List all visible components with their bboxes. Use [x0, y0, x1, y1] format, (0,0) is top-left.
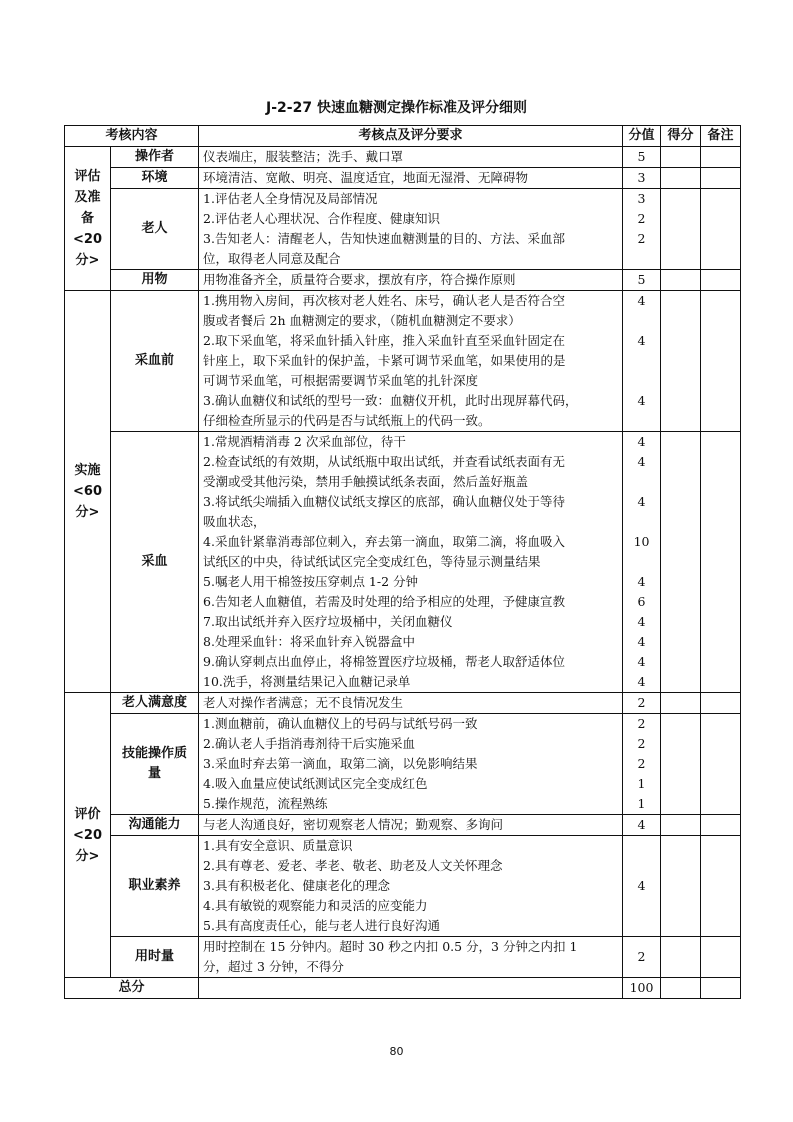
total-requirements-cell [199, 978, 623, 999]
points-cell [661, 978, 701, 999]
score-value: 4 4 4 [623, 291, 661, 432]
requirement-text: 用时控制在 15 分钟内。超时 30 秒之内扣 0.5 分，3 分钟之内扣 1 分，超过 3 分钟，不得分 [199, 937, 623, 978]
item-name: 老人满意度 [111, 693, 199, 714]
requirement-text: 1.评估老人全身情况及局部情况 2.评估老人心理状况、合作程度、健康知识 3.告知老人：清醒老人，告知快速血糖测量的目的、方法、采血部 位，取得老人同意及配合 [199, 189, 623, 270]
page-number: 80 [389, 1045, 404, 1058]
requirement-text: 环境清洁、宽敞、明亮、温度适宜，地面无湿滑、无障碍物 [199, 168, 623, 189]
item-name: 职业素养 [111, 836, 199, 937]
score-value: 4 [623, 836, 661, 937]
notes-cell [701, 189, 741, 270]
score-value: 2 [623, 937, 661, 978]
points-cell [661, 189, 701, 270]
score-value: 2 [623, 693, 661, 714]
item-name: 操作者 [111, 147, 199, 168]
scoring-table [64, 125, 741, 999]
item-name: 技能操作质 量 [111, 714, 199, 815]
header-row [65, 126, 741, 147]
item-name: 采血 [111, 432, 199, 693]
notes-cell [701, 291, 741, 432]
notes-cell [701, 693, 741, 714]
row-time-used [65, 937, 741, 978]
points-cell [661, 432, 701, 693]
item-name: 环境 [111, 168, 199, 189]
row-pre-sampling [65, 291, 741, 432]
header-points: 得分 [661, 126, 701, 147]
row-total [65, 978, 741, 999]
item-name: 用物 [111, 270, 199, 291]
row-professionalism [65, 836, 741, 937]
category-evaluation: 评价 <20 分> [65, 693, 111, 978]
page-title: J-2-27 快速血糖测定操作标准及评分细则 [266, 100, 527, 116]
points-cell [661, 147, 701, 168]
notes-cell [701, 815, 741, 836]
requirement-text: 用物准备齐全，质量符合要求，摆放有序，符合操作原则 [199, 270, 623, 291]
notes-cell [701, 168, 741, 189]
notes-cell [701, 978, 741, 999]
requirement-text: 与老人沟通良好，密切观察老人情况；勤观察、多询问 [199, 815, 623, 836]
requirement-text: 仪表端庄，服装整洁；洗手、戴口罩 [199, 147, 623, 168]
item-name: 沟通能力 [111, 815, 199, 836]
requirement-text: 1.具有安全意识、质量意识 2.具有尊老、爱老、孝老、敬老、助老及人文关怀理念 3.具有积极老化、健康老化的理念 4.具有敏锐的观察能力和灵活的应变能力 5.具有高度责任心，能与老人进行良好沟通 [199, 836, 623, 937]
score-value: 5 [623, 147, 661, 168]
score-value: 4 4 4 10 4 6 4 4 4 4 [623, 432, 661, 693]
row-supplies [65, 270, 741, 291]
header-content: 考核内容 [65, 126, 199, 147]
total-score: 100 [623, 978, 661, 999]
notes-cell [701, 714, 741, 815]
notes-cell [701, 836, 741, 937]
points-cell [661, 168, 701, 189]
category-implementation: 实施 <60 分> [65, 291, 111, 693]
requirement-text: 1.携用物入房间，再次核对老人姓名、床号，确认老人是否符合空 腹或者餐后 2h 血糖测定的要求，（随机血糖测定不要求） 2.取下采血笔，将采血针插入针座，推入采血针直至采血针固定在 针座上，取下采血针的保护盖，卡紧可调节采血笔，如果使用的是 可调节采血笔，可根据需要调节采血笔的扎针深度 3.确认血糖仪和试纸的型号一致：血糖仪开机，此时出现屏幕代码， 仔细检查所显示的代码是否与试纸瓶上的代码一致。 [199, 291, 623, 432]
points-cell [661, 815, 701, 836]
item-name: 老人 [111, 189, 199, 270]
requirement-text: 1.常规酒精消毒 2 次采血部位，待干 2.检查试纸的有效期，从试纸瓶中取出试纸，并查看试纸表面有无 受潮或受其他污染，禁用手触摸试纸条表面，然后盖好瓶盖 3.将试纸尖端插入血糖仪试纸支撑区的底部，确认血糖仪处于等待 吸血状态， 4.采血针紧靠消毒部位刺入，弃去第一滴血，取第二滴，将血吸入 试纸区的中央，待试纸试区完全变成红色，等待显示测量结果 5.嘱老人用干棉签按压穿刺点 1-2 分钟 6.告知老人血糖值，若需及时处理的给予相应的处理，予健康宣教 7.取出试纸并弃入医疗垃圾桶中，关闭血糖仪 8.处理采血针：将采血针弃入锐器盒中 9.确认穿刺点出血停止，将棉签置医疗垃圾桶，帮老人取舒适体位 10.洗手，将测量结果记入血糖记录单 [199, 432, 623, 693]
notes-cell [701, 270, 741, 291]
points-cell [661, 836, 701, 937]
points-cell [661, 693, 701, 714]
requirement-text: 老人对操作者满意；无不良情况发生 [199, 693, 623, 714]
row-skill-quality [65, 714, 741, 815]
category-assessment: 评估 及准 备 <20 分> [65, 147, 111, 291]
requirement-text: 1.测血糖前，确认血糖仪上的号码与试纸号码一致 2.确认老人手指消毒剂待干后实施采血 3.采血时弃去第一滴血，取第二滴，以免影响结果 4.吸入血量应使试纸测试区完全变成红色 5.操作规范，流程熟练 [199, 714, 623, 815]
points-cell [661, 714, 701, 815]
points-cell [661, 937, 701, 978]
item-name: 用时量 [111, 937, 199, 978]
score-value: 3 [623, 168, 661, 189]
score-value: 4 [623, 815, 661, 836]
notes-cell [701, 147, 741, 168]
score-value: 3 2 2 [623, 189, 661, 270]
row-elder [65, 189, 741, 270]
header-requirements: 考核点及评分要求 [199, 126, 623, 147]
row-communication [65, 815, 741, 836]
header-score: 分值 [623, 126, 661, 147]
score-value: 2 2 2 1 1 [623, 714, 661, 815]
points-cell [661, 270, 701, 291]
total-label: 总分 [65, 978, 199, 999]
score-value: 5 [623, 270, 661, 291]
row-satisfaction [65, 693, 741, 714]
notes-cell [701, 937, 741, 978]
notes-cell [701, 432, 741, 693]
header-notes: 备注 [701, 126, 741, 147]
row-operator [65, 147, 741, 168]
row-sampling [65, 432, 741, 693]
points-cell [661, 291, 701, 432]
item-name: 采血前 [111, 291, 199, 432]
row-environment [65, 168, 741, 189]
